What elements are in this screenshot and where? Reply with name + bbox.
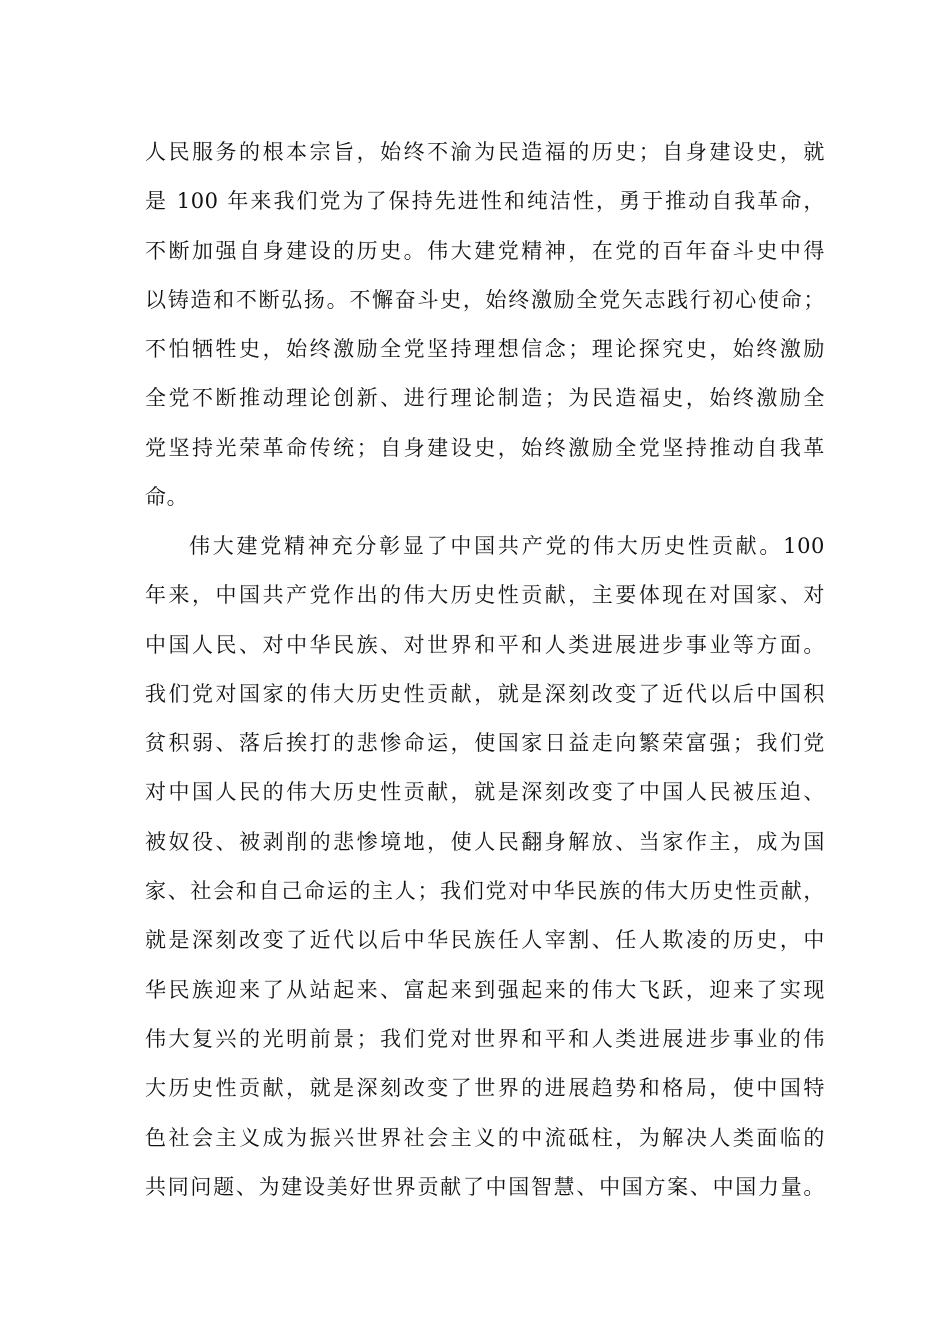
text-line: 是 100 年来我们党为了保持先进性和纯洁性，勇于推动自我革命，: [145, 189, 825, 214]
text-line: 大历史性贡献，就是深刻改变了世界的进展趋势和格局，使中国特: [145, 1076, 825, 1101]
text-line: 不断加强自身建设的历史。伟大建党精神，在党的百年奋斗史中得: [145, 238, 825, 263]
text-line: 党坚持光荣革命传统；自身建设史，始终激励全党坚持推动自我革: [145, 435, 825, 460]
text-line: 伟大复兴的光明前景；我们党对世界和平和人类进展进步事业的伟: [145, 1026, 825, 1051]
text-line: 我们党对国家的伟大历史性贡献，就是深刻改变了近代以后中国积: [145, 681, 825, 706]
paragraph-continuation: [145, 128, 825, 522]
text-line: 被奴役、被剥削的悲惨境地，使人民翻身解放、当家作主，成为国: [145, 829, 825, 854]
text-line: 对中国人民的伟大历史性贡献，就是深刻改变了中国人民被压迫、: [145, 780, 825, 805]
text-line: 全党不断推动理论创新、进行理论制造；为民造福史，始终激励全: [145, 386, 825, 411]
text-line: 色社会主义成为振兴世界社会主义的中流砥柱，为解决人类面临的: [145, 1125, 825, 1150]
text-line: 共同问题、为建设美好世界贡献了中国智慧、中国方案、中国力量。: [145, 1174, 825, 1199]
text-line: 以铸造和不断弘扬。不懈奋斗史，始终激励全党矢志践行初心使命；: [145, 287, 825, 312]
text-line: 中国人民、对中华民族、对世界和平和人类进展进步事业等方面。: [145, 632, 825, 657]
text-line: 贫积弱、落后挨打的悲惨命运，使国家日益走向繁荣富强；我们党: [145, 731, 825, 756]
text-line: 华民族迎来了从站起来、富起来到强起来的伟大飞跃，迎来了实现: [145, 977, 825, 1002]
text-line: 命。: [145, 485, 189, 510]
text-line: 家、社会和自己命运的主人；我们党对中华民族的伟大历史性贡献，: [145, 879, 825, 904]
text-line: 不怕牺牲史，始终激励全党坚持理想信念；理论探究史，始终激励: [145, 337, 825, 362]
paragraph-contributions: [145, 522, 825, 1212]
text-line-indented: 伟大建党精神充分彰显了中国共产党的伟大历史性贡献。100: [189, 534, 825, 558]
text-line: 人民服务的根本宗旨，始终不渝为民造福的历史；自身建设史，就: [145, 140, 825, 164]
text-line: 就是深刻改变了近代以后中华民族任人宰割、任人欺凌的历史，中: [145, 928, 825, 953]
text-line: 年来，中国共产党作出的伟大历史性贡献，主要体现在对国家、对: [145, 583, 825, 608]
